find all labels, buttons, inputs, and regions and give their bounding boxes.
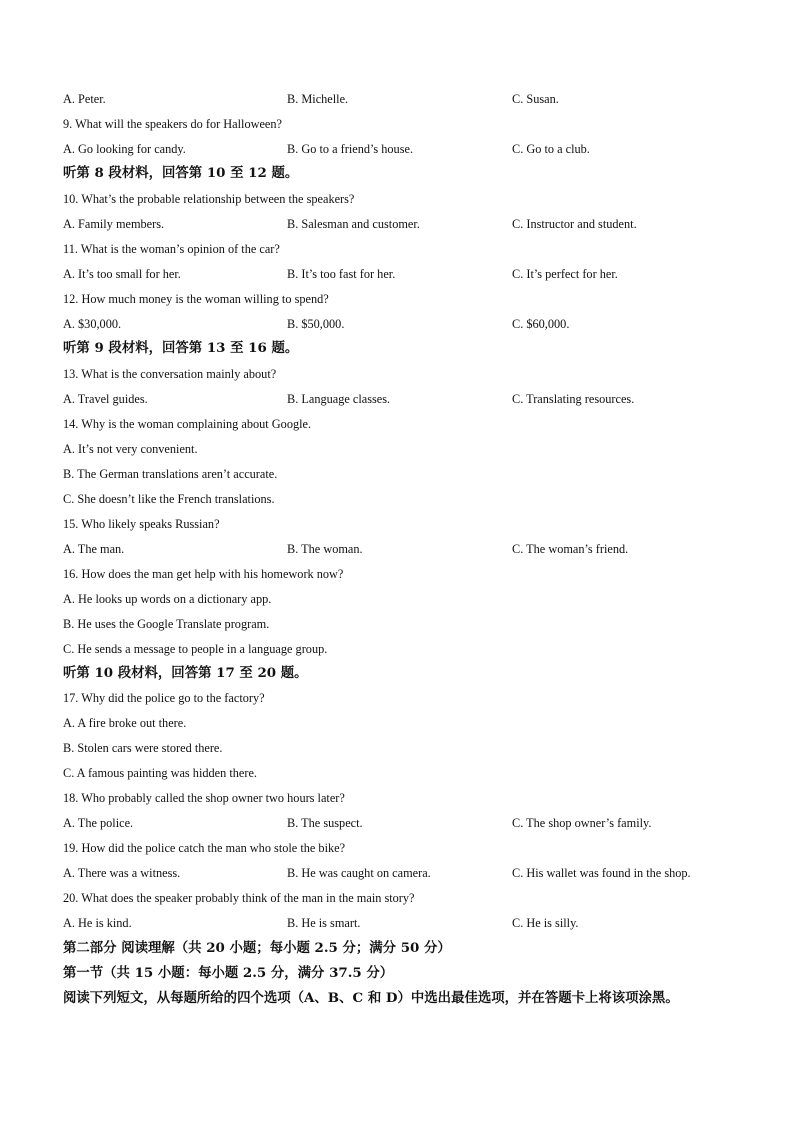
- q14-option-c: C. She doesn’t like the French translations.: [63, 492, 275, 506]
- q19-option-a: A. There was a witness.: [63, 866, 181, 880]
- q15-option-b: B. The woman.: [287, 542, 363, 556]
- q11-option-a: A. It’s too small for her.: [63, 267, 181, 281]
- section-8-heading: 听第 8 段材料，回答第 10 至 12 题。: [63, 165, 299, 181]
- q9-option-c: C. Go to a club.: [512, 142, 590, 156]
- q18-option-b: B. The suspect.: [287, 816, 363, 830]
- q12-stem: 12. How much money is the woman willing to spend?: [63, 292, 329, 306]
- q19-stem: 19. How did the police catch the man who stole the bike?: [63, 841, 346, 855]
- q20-stem: 20. What does the speaker probably think of the man in the main story?: [63, 891, 415, 905]
- q14-option-a: A. It’s not very convenient.: [63, 442, 198, 456]
- q15-option-a: A. The man.: [63, 542, 125, 556]
- q19-option-b: B. He was caught on camera.: [287, 866, 431, 880]
- q13-stem: 13. What is the conversation mainly about?: [63, 367, 277, 381]
- section-1-heading: 第一节（共 15 小题：每小题 2.5 分，满分 37.5 分）: [63, 965, 394, 981]
- q14-option-b: B. The German translations aren’t accurate.: [63, 467, 278, 481]
- q13-option-a: A. Travel guides.: [63, 392, 148, 406]
- q16-option-c: C. He sends a message to people in a language group.: [63, 642, 328, 656]
- q12-option-c: C. $60,000.: [512, 317, 570, 331]
- q18-stem: 18. Who probably called the shop owner two hours later?: [63, 791, 345, 805]
- q20-option-c: C. He is silly.: [512, 916, 579, 930]
- q9-option-b: B. Go to a friend’s house.: [287, 142, 414, 156]
- q16-option-b: B. He uses the Google Translate program.: [63, 617, 270, 631]
- q10-stem: 10. What’s the probable relationship between the speakers?: [63, 192, 355, 206]
- q17-option-c: C. A famous painting was hidden there.: [63, 766, 257, 780]
- q15-option-c: C. The woman’s friend.: [512, 542, 629, 556]
- q13-option-c: C. Translating resources.: [512, 392, 635, 406]
- q17-option-a: A. A fire broke out there.: [63, 716, 187, 730]
- q8-option-c: C. Susan.: [512, 92, 559, 106]
- q9-option-a: A. Go looking for candy.: [63, 142, 186, 156]
- q11-option-b: B. It’s too fast for her.: [287, 267, 396, 281]
- q20-option-b: B. He is smart.: [287, 916, 361, 930]
- q11-stem: 11. What is the woman’s opinion of the car?: [63, 242, 280, 256]
- q11-option-c: C. It’s perfect for her.: [512, 267, 618, 281]
- q19-option-c: C. His wallet was found in the shop.: [512, 866, 691, 880]
- q12-option-a: A. $30,000.: [63, 317, 122, 331]
- q20-option-a: A. He is kind.: [63, 916, 132, 930]
- q15-stem: 15. Who likely speaks Russian?: [63, 517, 220, 531]
- q17-option-b: B. Stolen cars were stored there.: [63, 741, 223, 755]
- section-9-heading: 听第 9 段材料，回答第 13 至 16 题。: [63, 340, 299, 356]
- q18-option-c: C. The shop owner’s family.: [512, 816, 652, 830]
- q10-option-c: C. Instructor and student.: [512, 217, 637, 231]
- q8-option-b: B. Michelle.: [287, 92, 349, 106]
- q13-option-b: B. Language classes.: [287, 392, 391, 406]
- section-10-heading: 听第 10 段材料，回答第 17 至 20 题。: [63, 665, 308, 681]
- reading-instructions: 阅读下列短文，从每题所给的四个选项（A、B、C 和 D）中选出最佳选项，并在答题卡上将该项涂黑。: [63, 990, 679, 1006]
- q16-stem: 16. How does the man get help with his homework now?: [63, 567, 344, 581]
- q10-option-b: B. Salesman and customer.: [287, 217, 420, 231]
- q9-stem: 9. What will the speakers do for Halloween?: [63, 117, 282, 131]
- q12-option-b: B. $50,000.: [287, 317, 345, 331]
- q10-option-a: A. Family members.: [63, 217, 165, 231]
- q8-option-a: A. Peter.: [63, 92, 106, 106]
- q18-option-a: A. The police.: [63, 816, 134, 830]
- part-2-heading: 第二部分 阅读理解（共 20 小题；每小题 2.5 分；满分 50 分）: [63, 940, 451, 956]
- q16-option-a: A. He looks up words on a dictionary app.: [63, 592, 272, 606]
- q14-stem: 14. Why is the woman complaining about Google.: [63, 417, 312, 431]
- q17-stem: 17. Why did the police go to the factory?: [63, 691, 265, 705]
